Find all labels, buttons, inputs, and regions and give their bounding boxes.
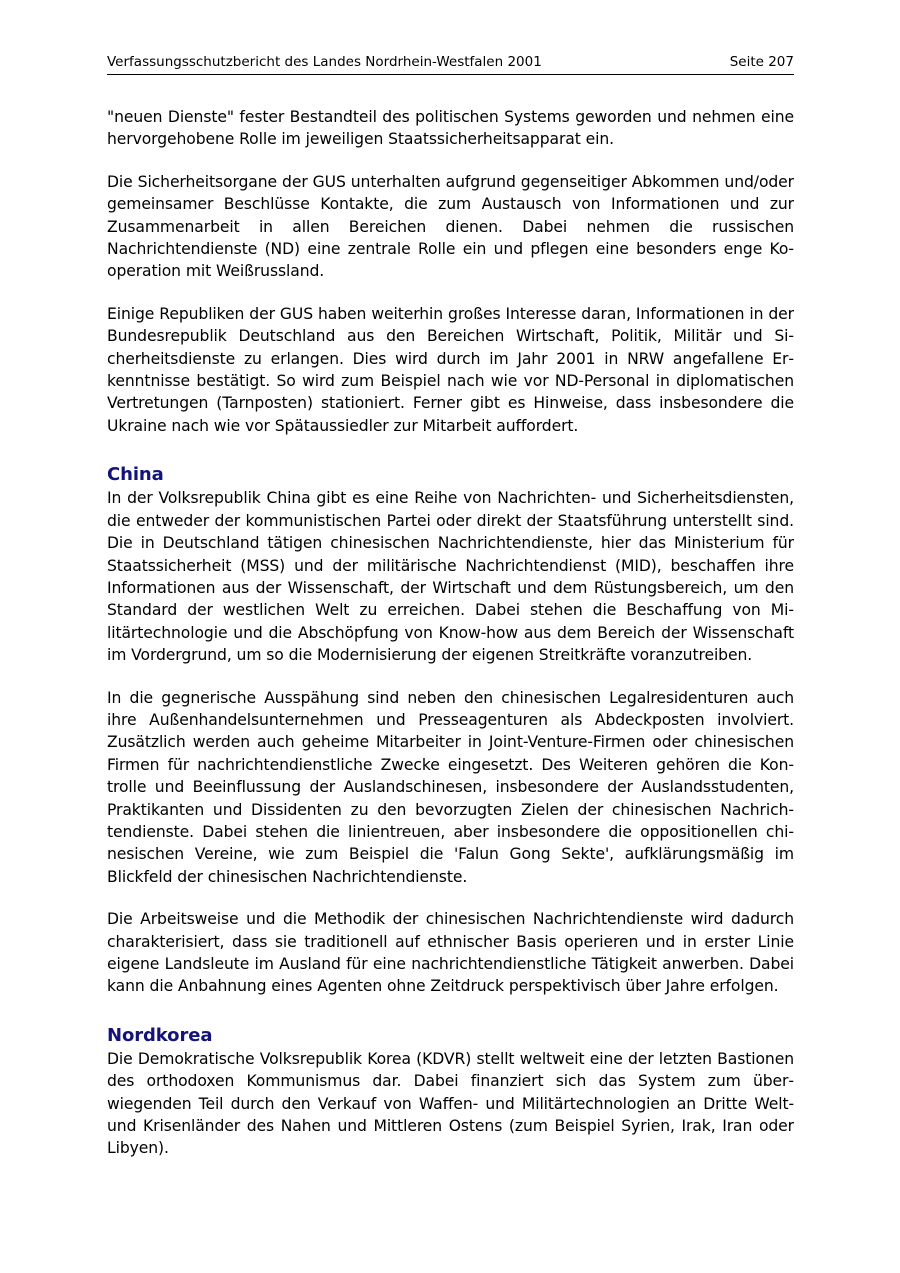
document-title: Verfassungsschutzbericht des Landes Nordrhein-Westfalen 2001 — [107, 54, 542, 70]
section-heading-nordkorea: Nordkorea — [107, 1024, 213, 1046]
page-content — [107, 106, 794, 1180]
paragraph-gus-sicherheitsorgane: Die Sicherheitsorgane der GUS unterhalten aufgrund gegenseitiger Abkommen und/oder gemeinsamer Beschlüsse Kontakte, die zum Austausch von Informationen und zur Zusammenarbeit in allen Bereichen dienen. Dabei nehmen die russischen Nachrichtendienste (ND) eine zentrale Rolle ein und pflegen eine besonders enge Kooperation mit Weißrussland. — [107, 172, 794, 281]
page-number: Seite 207 — [729, 54, 794, 70]
paragraph-china-ausspaehung: In die gegnerische Ausspähung sind neben den chinesischen Legalresidenturen auch ihre Außenhandelsunternehmen und Presseagenturen als Abdeckposten involviert. Zusätzlich werden auch geheime Mitarbeiter in Joint-Venture-Firmen oder chinesischen Firmen für nachrichtendienstliche Zwecke eingesetzt. Des Weiteren gehören die Kontrolle und Beeinflussung der Auslandschinesen, insbesondere der Auslandsstudenten, Praktikanten und Dissidenten zu den bevorzugten Zielen der chinesischen Nachrichtendienste. Dabei stehen die linientreuen, aber insbesondere die oppositionellen chinesischen Vereine, wie zum Beispiel die 'Falun Gong Sekte', aufklärungsmäßig im Blickfeld der chinesischen Nachrichtendienste. — [107, 688, 794, 886]
paragraph-china-methodik: Die Arbeitsweise und die Methodik der chinesischen Nachrichtendienste wird dadurch charakterisiert, dass sie traditionell auf ethnischer Basis operieren und in erster Linie eigene Landsleute im Ausland für eine nachrichtendienstliche Tätigkeit anwerben. Dabei kann die Anbahnung eines Agenten ohne Zeitdruck perspektivisch über Jahre erfolgen. — [107, 910, 794, 996]
paragraph-gus-interesse: Einige Republiken der GUS haben weiterhin großes Interesse daran, Informationen in der Bundesrepublik Deutschland aus den Bereichen Wirtschaft, Politik, Militär und Sicherheitsdienste zu erlangen. Dies wird durch im Jahr 2001 in NRW angefallene Erkenntnisse bestätigt. So wird zum Beispiel nach wie vor ND-Personal in diplomatischen Vertretungen (Tarnposten) stationiert. Ferner gibt es Hinweise, dass insbesondere die Ukraine nach wie vor Spätaussiedler zur Mitarbeit auffordert. — [107, 304, 794, 435]
paragraph-neue-dienste: "neuen Dienste" fester Bestandteil des politischen Systems geworden und nehmen eine hervorgehobene Rolle im jeweiligen Staatssicherheitsapparat ein. — [107, 108, 794, 149]
page-header — [107, 52, 794, 75]
paragraph-china-dienste: In der Volksrepublik China gibt es eine Reihe von Nachrichten- und Sicherheitsdiensten, die entweder der kommunistischen Partei oder direkt der Staatsführung unterstellt sind. Die in Deutschland tätigen chinesischen Nachrichtendienste, hier das Ministerium für Staatssicherheit (MSS) und der militärische Nachrichtendienst (MID), beschaffen ihre Informationen aus der Wissenschaft, der Wirtschaft und dem Rüstungsbereich, um den Standard der westlichen Welt zu erreichen. Dabei stehen die Beschaffung von Militärtechnologie und die Abschöpfung von Know-how aus dem Bereich der Wissenschaft im Vordergrund, um so die Modernisierung der eigenen Streitkräfte voranzutreiben. — [107, 489, 794, 665]
paragraph-nordkorea-kdvr: Die Demokratische Volksrepublik Korea (KDVR) stellt weltweit eine der letzten Bastionen des orthodoxen Kommunismus dar. Dabei finanziert sich das System zum überwiegenden Teil durch den Verkauf von Waffen- und Militärtechnologien an Dritte Welt- und Krisenländer des Nahen und Mittleren Ostens (zum Beispiel Syrien, Irak, Iran oder Libyen). — [107, 1049, 794, 1158]
section-heading-china: China — [107, 464, 164, 486]
